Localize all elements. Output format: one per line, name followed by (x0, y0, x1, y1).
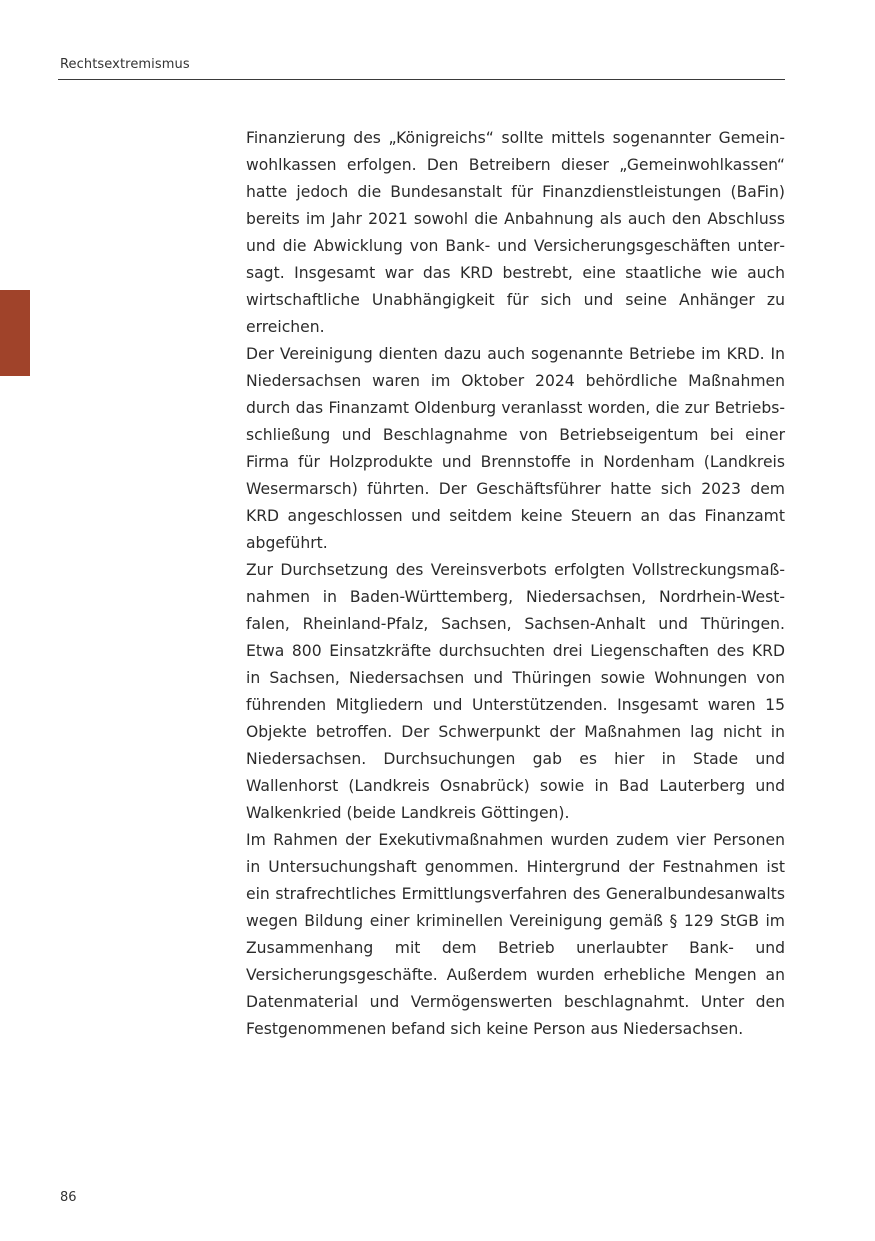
paragraph-arrests: Im Rahmen der Exekutivmaßnahmen wurden zudem vier Personen in Untersuchungshaft genommen. Hintergrund der Festnahmen ist ein strafrechtliches Ermittlungsverfahren des Generalbundesanwalts wegen Bildung einer kriminellen Vereinigung gemäß § 129 StGB im Zusammenhang mit dem Betrieb unerlaubter Bank- und Versicherungsgeschäfte. Außerdem wurden erhebliche Mengen an Datenmaterial und Vermögenswerten beschlagnahmt. Unter den Festgenommenen befand sich keine Person aus Niedersachsen. (246, 831, 785, 1038)
paragraph-funding: Finanzierung des „Königreichs“ sollte mittels sogenannter Gemeinwohlkassen erfolgen. Den Betreibern dieser „Gemeinwohlkassen“ hatte jedoch die Bundesanstalt für Finanzdienstleistungen (BaFin) bereits im Jahr 2021 sowohl die Anbahnung als auch den Abschluss und die Abwicklung von Bank- und Versicherungsgeschäften untersagt. Insgesamt war das KRD bestrebt, eine staatliche wie auch wirtschaftliche Unabhängigkeit für sich und seine Anhänger zu erreichen. (246, 129, 785, 336)
body-text (246, 125, 785, 1043)
header-divider (58, 79, 785, 80)
paragraph-businesses: Der Vereinigung dienten dazu auch sogenannte Betriebe im KRD. In Niedersachsen waren im Oktober 2024 behördliche Maßnahmen durch das Finanzamt Oldenburg veranlasst worden, die zur Betriebsschließung und Beschlagnahme von Betriebseigentum bei einer Firma für Holzprodukte und Brennstoffe in Nordenham (Landkreis Wesermarsch) führten. Der Geschäftsführer hatte sich 2023 dem KRD angeschlossen und seitdem keine Steuern an das Finanzamt abgeführt. (246, 345, 785, 552)
paragraph-enforcement: Zur Durchsetzung des Vereinsverbots erfolgten Vollstreckungsmaßnahmen in Baden-Württemberg, Niedersachsen, Nordrhein-Westfalen, Rheinland-Pfalz, Sachsen, Sachsen-Anhalt und Thüringen. Etwa 800 Einsatzkräfte durchsuchten drei Liegenschaften des KRD in Sachsen, Niedersachsen und Thüringen sowie Wohnungen von führenden Mitgliedern und Unterstützenden. Insgesamt waren 15 Objekte betroffen. Der Schwerpunkt der Maßnahmen lag nicht in Niedersachsen. Durchsuchungen gab es hier in Stade und Wallenhorst (Landkreis Osnabrück) sowie in Bad Lauterberg und Walkenkried (beide Landkreis Göttingen). (246, 561, 785, 822)
chapter-color-tab (0, 290, 30, 376)
page-number: 86 (60, 1190, 77, 1205)
running-head-title: Rechtsextremismus (60, 57, 190, 72)
